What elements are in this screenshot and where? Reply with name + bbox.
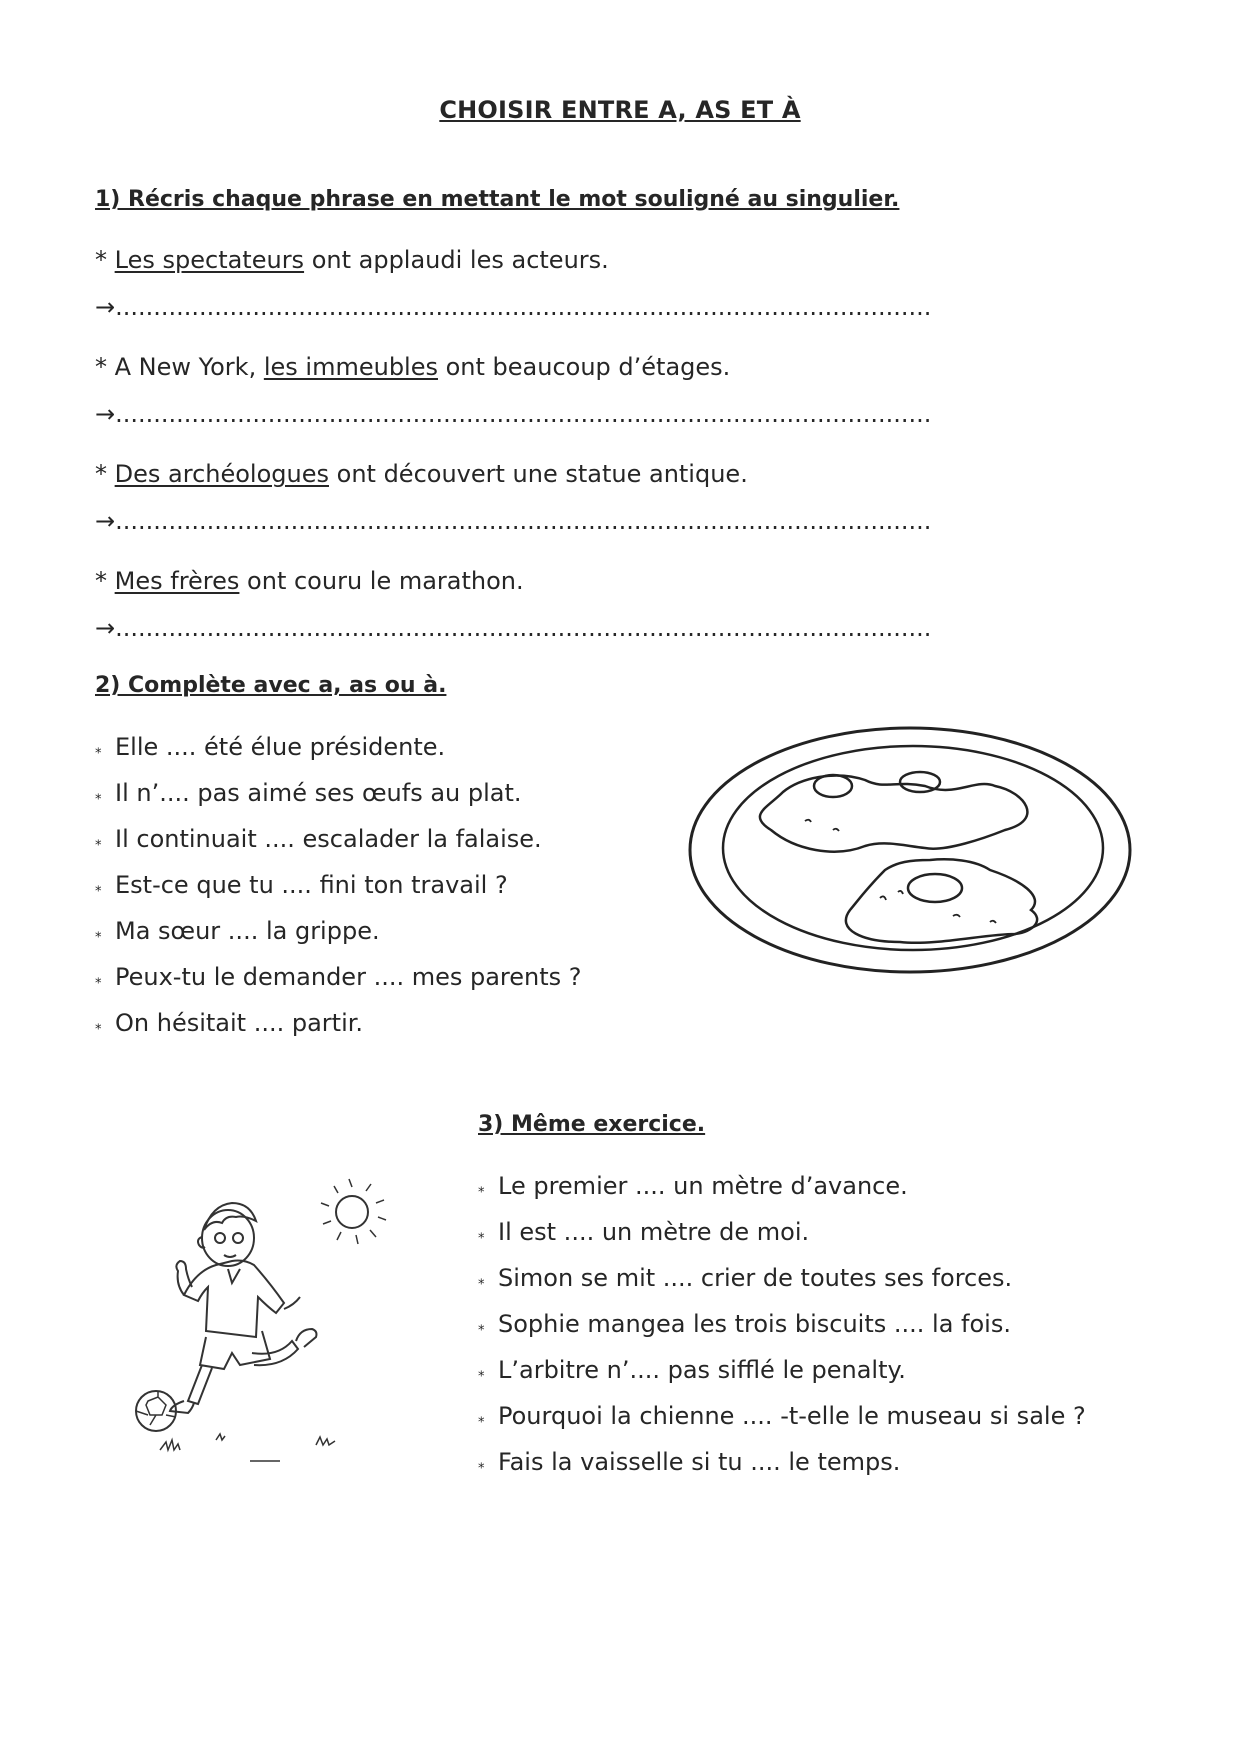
item-text: Le premier .... un mètre d’avance. — [498, 1172, 908, 1200]
item-text: Peux-tu le demander .... mes parents ? — [115, 963, 582, 991]
bullet-icon: ⁎ — [95, 880, 102, 895]
bullet-icon: ⁎ — [95, 1018, 102, 1033]
sentence-rest: ont découvert une statue antique. — [329, 460, 748, 488]
bullet-icon: ⁎ — [95, 742, 102, 757]
underlined-word: Des archéologues — [114, 460, 329, 488]
underlined-word: Mes frères — [114, 567, 240, 595]
exercise-1-heading: 1) Récris chaque phrase en mettant le mot souligné au singulier. — [95, 187, 900, 212]
ex3-item — [478, 1310, 1011, 1338]
bullet-icon: ⁎ — [95, 972, 102, 987]
boy-kicking-ball-illustration — [120, 1175, 400, 1465]
sentence-rest: ont applaudi les acteurs. — [304, 246, 609, 274]
page-title: CHOISIR ENTRE A, AS ET À — [439, 96, 801, 124]
sun-icon — [321, 1179, 386, 1244]
bullet-icon: ⁎ — [478, 1365, 485, 1380]
item-text: L’arbitre n’.... pas sifflé le penalty. — [498, 1356, 906, 1384]
answer-line-3[interactable]: →........................................................................................................... — [95, 507, 932, 535]
bullet-icon: ⁎ — [478, 1319, 485, 1334]
answer-line-4[interactable]: →........................................................................................................... — [95, 614, 932, 642]
sentence-prefix: * A New York, — [95, 353, 264, 381]
ex3-item — [478, 1218, 809, 1246]
ex1-sentence-3 — [95, 460, 748, 488]
ex3-item — [478, 1402, 1086, 1430]
bullet-icon: ⁎ — [95, 834, 102, 849]
sentence-prefix: * — [95, 460, 115, 488]
bullet-icon: ⁎ — [95, 788, 102, 803]
exercise-2-heading: 2) Complète avec a, as ou à. — [95, 673, 447, 698]
ex3-item — [478, 1448, 900, 1476]
item-text: Est-ce que tu .... fini ton travail ? — [115, 871, 508, 899]
item-text: On hésitait .... partir. — [115, 1009, 364, 1037]
answer-line-2[interactable]: →........................................................................................................... — [95, 400, 932, 428]
item-text: Il continuait .... escalader la falaise. — [115, 825, 542, 853]
ex2-item — [95, 963, 582, 991]
item-text: Sophie mangea les trois biscuits .... la fois. — [498, 1310, 1011, 1338]
sentence-prefix: * — [95, 246, 115, 274]
exercise-3-heading: 3) Même exercice. — [478, 1112, 706, 1137]
item-text: Fais la vaisselle si tu .... le temps. — [498, 1448, 901, 1476]
bullet-icon: ⁎ — [478, 1227, 485, 1242]
ex2-item — [95, 871, 508, 899]
item-text: Elle .... été élue présidente. — [115, 733, 446, 761]
boy-figure — [170, 1203, 317, 1413]
bullet-icon: ⁎ — [478, 1181, 485, 1196]
underlined-word: les immeubles — [263, 353, 438, 381]
item-text: Il n’.... pas aimé ses œufs au plat. — [115, 779, 522, 807]
ex2-item — [95, 917, 380, 945]
ex3-item — [478, 1356, 906, 1384]
item-text: Il est .... un mètre de moi. — [498, 1218, 810, 1246]
ex1-sentence-2 — [95, 353, 730, 381]
ex2-item — [95, 733, 445, 761]
item-text: Simon se mit .... crier de toutes ses forces. — [498, 1264, 1013, 1292]
ex3-item — [478, 1172, 908, 1200]
bullet-icon: ⁎ — [478, 1457, 485, 1472]
ex3-item — [478, 1264, 1012, 1292]
ex1-sentence-4 — [95, 567, 524, 595]
bullet-icon: ⁎ — [95, 926, 102, 941]
sentence-prefix: * — [95, 567, 115, 595]
ex2-item — [95, 1009, 363, 1037]
sentence-rest: ont couru le marathon. — [239, 567, 524, 595]
sentence-rest: ont beaucoup d’étages. — [437, 353, 731, 381]
bullet-icon: ⁎ — [478, 1411, 485, 1426]
item-text: Pourquoi la chienne .... -t-elle le museau si sale ? — [498, 1402, 1086, 1430]
underlined-word: Les spectateurs — [114, 246, 305, 274]
bullet-icon: ⁎ — [478, 1273, 485, 1288]
item-text: Ma sœur .... la grippe. — [115, 917, 380, 945]
answer-line-1[interactable]: →........................................................................................................... — [95, 293, 932, 321]
fried-eggs-plate-illustration — [685, 720, 1135, 982]
ex1-sentence-1 — [95, 246, 609, 274]
ex2-item — [95, 825, 542, 853]
ex2-item — [95, 779, 522, 807]
